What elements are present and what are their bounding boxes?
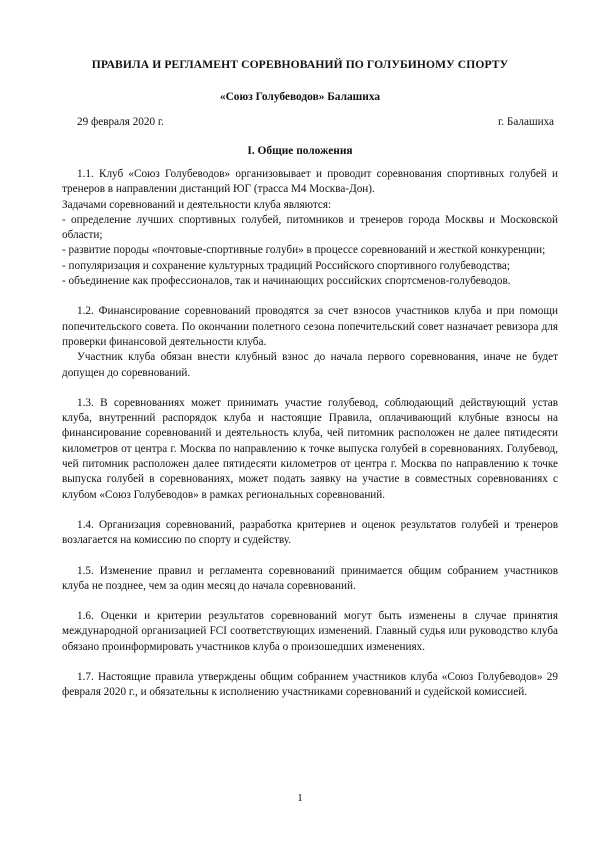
paragraph-1-7: 1.7. Настоящие правила утверждены общим собранием участников клуба «Союз Голубеводов» 29 февраля 2020 г., и обязательны к исполнению участниками соревнований и судейской комиссией. bbox=[62, 671, 558, 699]
document-date: 29 февраля 2020 г. bbox=[77, 116, 164, 128]
document-subtitle: «Союз Голубеводов» Балашиха bbox=[219, 91, 381, 103]
document-title: ПРАВИЛА И РЕГЛАМЕНТ СОРЕВНОВАНИЙ ПО ГОЛУБИНОМУ СПОРТУ bbox=[91, 58, 509, 71]
paragraph-1-6: 1.6. Оценки и критерии результатов соревнований могут быть изменены в случае принятия международной организацией FCI соответствующих изменений. Главный судья или руководство клуба обязано проинформировать участников клуба о произошедших изменениях. bbox=[62, 610, 558, 653]
date-city-line bbox=[77, 115, 554, 130]
paragraph-tasks-intro: Задачами соревнований и деятельности клуба являются: bbox=[62, 198, 332, 211]
paragraph-task-4: - объединение как профессионалов, так и начинающих российских спортсменов-голубеводов. bbox=[62, 275, 511, 288]
paragraph-1-2: 1.2. Финансирование соревнований проводятся за счет взносов участников клуба и при помощи попечительского совета. По окончании полетного сезона попечительский совет назначает ревизора для проверки финансовой деятельности клуба. bbox=[62, 305, 558, 348]
paragraph-task-3: - популяризация и сохранение культурных традиций Российского спортивного голубеводства; bbox=[62, 259, 510, 272]
document-body bbox=[62, 167, 558, 701]
paragraph-task-2: - развитие породы «почтовые-спортивные голуби» в процессе соревнований и жесткой конкуренции; bbox=[62, 244, 546, 257]
paragraph-task-1: - определение лучших спортивных голубей, питомников и тренеров города Москвы и Московской области; bbox=[62, 213, 558, 242]
page-number: 1 bbox=[297, 792, 303, 804]
document-city: г. Балашиха bbox=[498, 116, 554, 128]
paragraph-1-3: 1.3. В соревнованиях может принимать участие голубевод, соблюдающий действующий устав клуба, внутренний распорядок клуба и настоящие Правила, оплачивающий клубные взносы на финансирование соревнований и деятельность клуба, чей питомник расположен не далее пятидесяти километров от центра г. Москва по направлению к точке выпуска голубей в соревнованиях. Голубевод, чей питомник расположен далее пятидесяти километров от центра г. Москва по направлению к точке выпуска голубей в соревнованиях, может подать заявку на участие в совместных соревнованиях с клубом «Союз Голубеводов» в рамках региональных соревнований. bbox=[62, 396, 558, 501]
paragraph-1-4: 1.4. Организация соревнований, разработка критериев и оценок результатов голубей и тренеров возлагается на комиссию по спорту и судейству. bbox=[62, 518, 558, 547]
paragraph-1-5: 1.5. Изменение правил и регламента соревнований принимается общим собранием участников клуба не позднее, чем за один месяц до начала соревнований. bbox=[62, 564, 558, 592]
paragraph-1-2-fee: Участник клуба обязан внести клубный взнос до начала первого соревнования, иначе не будет допущен до соревнований. bbox=[62, 351, 558, 379]
paragraph-1-1: 1.1. Клуб «Союз Голубеводов» организовывает и проводит соревнования спортивных голубей и тренеров в направлении дистанций ЮГ (трасса М4 Москва-Дон). bbox=[62, 168, 558, 196]
section-title: I. Общие положения bbox=[247, 145, 353, 157]
